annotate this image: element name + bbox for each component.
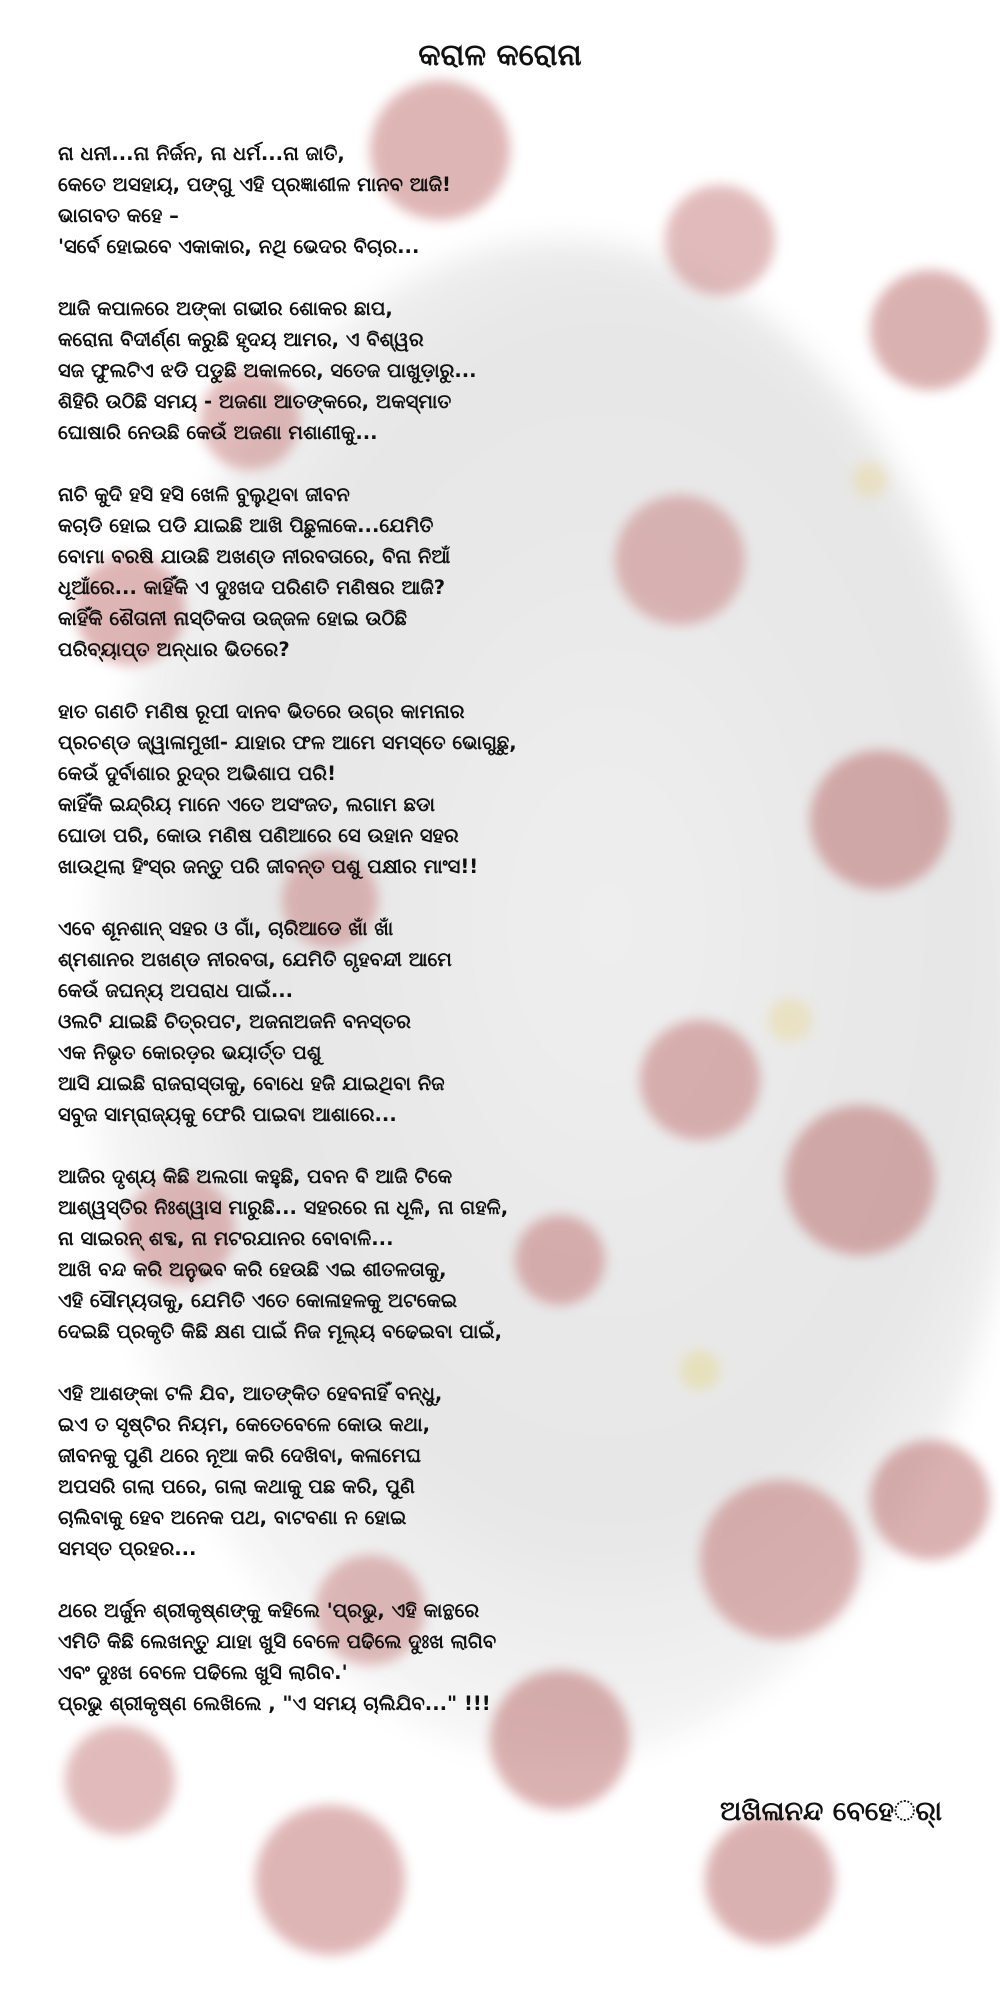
poem-line: ଘୋଷାରି ନେଉଛି କେଉଁ ଅଜଣା ମଶାଣୀକୁ...	[58, 421, 378, 444]
stanza	[58, 1595, 658, 1719]
poem-line: ଥରେ ଅର୍ଜୁନ ଶ୍ରୀକୃଷ୍ଣଙ୍କୁ କହିଲେ 'ପ୍ରଭୁ, ଏହି କାନ୍ଥରେ	[58, 1599, 480, 1622]
poem-line: ଆସି ଯାଇଛି ରାଜରାସ୍ତାକୁ, ବୋଧେ ହଜି ଯାଇଥିବା ନିଜ	[58, 1072, 445, 1095]
poem-line: ସବୁଜ ସାମ୍ରାଜ୍ୟକୁ ଫେରି ପାଇବା ଆଶାରେ...	[58, 1103, 397, 1126]
stanza	[58, 1161, 658, 1347]
poem-line: ଧୂଆଁରେ... କାହିଁକି ଏ ଦୁଃଖଦ ପରିଣତି ମଣିଷର ଆଜି?	[58, 576, 446, 599]
poem-line: ଅପସରି ଗଲା ପରେ, ଗଲା କଥାକୁ ପଛ କରି, ପୁଣି	[58, 1475, 415, 1498]
poem-line: ନା ଧନୀ...ନା ନିର୍ଜନ, ନା ଧର୍ମ...ନା ଜାତି,	[58, 142, 345, 165]
poem-line: ଦେଇଛି ପ୍ରକୃତି କିଛି କ୍ଷଣ ପାଇଁ ନିଜ ମୂଲ୍ୟ ବଢେଇବା ପାଇଁ,	[58, 1320, 503, 1343]
poem-line: ବୋମା ବରଷି ଯାଉଛି ଅଖଣ୍ଡ ନୀରବତାରେ, ବିନା ନିଆଁ	[58, 545, 451, 568]
poem-line: ନା ସାଇରନ୍ ଶବ୍ଦ, ନା ମଟରଯାନର ବୋବାଳି...	[58, 1227, 394, 1250]
poem-line: ଏକ ନିଭୃତ କୋରଡ଼ର ଭୟାର୍ତ୍ତ ପଶୁ	[58, 1041, 322, 1064]
poem-line: ସମସ୍ତ ପ୍ରହର...	[58, 1537, 197, 1560]
poem-line: ଆଜି କପାଳରେ ଅଙ୍କା ଗଭୀର ଶୋକର ଛାପ,	[58, 297, 393, 320]
poem-line: ଇଏ ତ ସୃଷ୍ଟିର ନିୟମ, କେତେବେଳେ କୋଉ କଥା,	[58, 1413, 430, 1436]
poem-body	[58, 138, 658, 1750]
stanza	[58, 479, 658, 665]
stanza	[58, 913, 658, 1130]
poem-line: ଆଶ୍ୱସ୍ତିର ନିଃଶ୍ୱାସ ମାରୁଛି... ସହରରେ ନା ଧୂଳି, ନା ଗହଳି,	[58, 1196, 509, 1219]
poem-line: ଓଲଟି ଯାଇଛି ଚିତ୍ରପଟ, ଅଜନାଅଜନି ବନସ୍ତର	[58, 1010, 411, 1033]
poem-line: ଏହି ସୌମ୍ୟତାକୁ, ଯେମିତି ଏତେ କୋଳାହଳକୁ ଅଟକେଇ	[58, 1289, 458, 1312]
poem-line: ଏହି ଆଶଙ୍କା ଟଳି ଯିବ, ଆତଙ୍କିତ ହେବନାହିଁ ବନ୍ଧୁ,	[58, 1382, 443, 1405]
poem-line: ହାତ ଗଣତି ମଣିଷ ରୂପୀ ଦାନବ ଭିତରେ ଉଗ୍ର କାମନାର	[58, 700, 465, 723]
poem-line: ଘୋଡା ପରି, କୋଉ ମଣିଷ ପଣିଆରେ ସେ ଉହାନ ସହର	[58, 824, 459, 847]
poem-line: କେଉଁ ଦୁର୍ବାଶାର ରୁଦ୍ର ଅଭିଶାପ ପରି!	[58, 762, 336, 785]
poem-line: ପ୍ରଚଣ୍ଡ ଜ୍ୱାଳାମୁଖୀ- ଯାହାର ଫଳ ଆମେ ସମସ୍ତେ ଭୋଗୁଛୁ,	[58, 731, 517, 754]
poem-line: 'ସର୍ବେ ହୋଇବେ ଏକାକାର, ନଥି ଭେଦର ବିଚାର...	[58, 235, 420, 258]
poem-line: କାହିଁକି ଇନ୍ଦ୍ରିୟ ମାନେ ଏତେ ଅସଂଜତ, ଲଗାମ ଛଡା	[58, 793, 435, 816]
poem-line: ଚାଲିବାକୁ ହେବ ଅନେକ ପଥ, ବାଟବଣା ନ ହୋଇ	[58, 1506, 407, 1529]
poem-line: ପ୍ରଭୁ ଶ୍ରୀକୃଷ୍ଣ ଲେଖିଲେ , "ଏ ସମୟ ଚାଲିଯିବ..." !!!	[58, 1692, 491, 1715]
poem-line: କଚାଡି ହୋଇ ପଡି ଯାଇଛି ଆଖି ପିଛୁଳାକେ...ଯେମିତି	[58, 514, 434, 537]
poem-line: ଆଜିର ଦୃଶ୍ୟ କିଛି ଅଲଗା କହୁଛି, ପବନ ବି ଆଜି ଟିକେ	[58, 1165, 453, 1188]
poem-line: ନାଚି କୁଦି ହସି ହସି ଖେଳି ବୁଲୁଥିବା ଜୀବନ	[58, 483, 350, 506]
poem-line: କେଉଁ ଜଘନ୍ୟ ଅପରାଧ ପାଇଁ...	[58, 979, 294, 1002]
stanza	[58, 1378, 658, 1564]
poem-line: ଏବଂ ଦୁଃଖ ବେଳେ ପଢିଲେ ଖୁସି ଲାଗିବ.'	[58, 1661, 348, 1684]
poem-line: କରୋନା ବିଦୀର୍ଣ୍ଣ କରୁଛି ହୃଦୟ ଆମର, ଏ ବିଶ୍ୱର	[58, 328, 424, 351]
poem-line: ଜୀବନକୁ ପୁଣି ଥରେ ନୂଆ କରି ଦେଖିବା, କଳାମେଘ	[58, 1444, 421, 1467]
stanza	[58, 696, 658, 882]
poem-author: ଅଖିଳାନନ୍ଦ ବେହେର୍ା	[720, 1796, 942, 1827]
poem-line: ଏବେ ଶୂନଶାନ୍ ସହର ଓ ଗାଁ, ଚାରିଆଡେ ଖାଁ ଖାଁ	[58, 917, 394, 940]
poem-line: ପରିବ୍ୟାପ୍ତ ଅନ୍ଧାର ଭିତରେ?	[58, 638, 290, 661]
stanza	[58, 293, 658, 448]
poem-line: କାହିଁକି ଶୈତାନୀ ନାସ୍ତିକତା ଉଜ୍ଜଳ ହୋଇ ଉଠିଛି	[58, 607, 407, 630]
poem-line: ଭାଗବତ କହେ –	[58, 204, 179, 227]
poem-line: ସଜ ଫୁଲଟିଏ ଝଡି ପଡୁଛି ଅକାଳରେ, ସତେଜ ପାଖୁଡ଼ାରୁ...	[58, 359, 477, 382]
poem-line: ଶିହିରି ଉଠିଛି ସମୟ - ଅଜଣା ଆତଙ୍କରେ, ଅକସ୍ମାତ	[58, 390, 452, 413]
poem-title: କରାଳ କରୋନା	[418, 38, 582, 73]
poem-line: ଏମିତି କିଛି ଲେଖନ୍ତୁ ଯାହା ଖୁସି ବେଳେ ପଢିଲେ ଦୁଃଖ ଲାଗିବ	[58, 1630, 497, 1653]
stanza	[58, 138, 658, 262]
poem-line: ଆଖି ବନ୍ଦ କରି ଅନୁଭବ କରି ହେଉଛି ଏଇ ଶୀତଳତାକୁ,	[58, 1258, 447, 1281]
poem-line: କେତେ ଅସହାୟ, ପଙ୍ଗୁ ଏହି ପ୍ରଜ୍ଞାଶୀଳ ମାନବ ଆଜି!	[58, 173, 451, 196]
poem-line: ଖାଉଥିଲା ହିଂସ୍ର ଜନ୍ତୁ ପରି ଜୀବନ୍ତ ପଶୁ ପକ୍ଷୀର ମାଂସ!!	[58, 855, 479, 878]
poem-line: ଶ୍ମଶାନର ଅଖଣ୍ଡ ନୀରବତା, ଯେମିତି ଗୃହବନ୍ଦୀ ଆମେ	[58, 948, 452, 971]
